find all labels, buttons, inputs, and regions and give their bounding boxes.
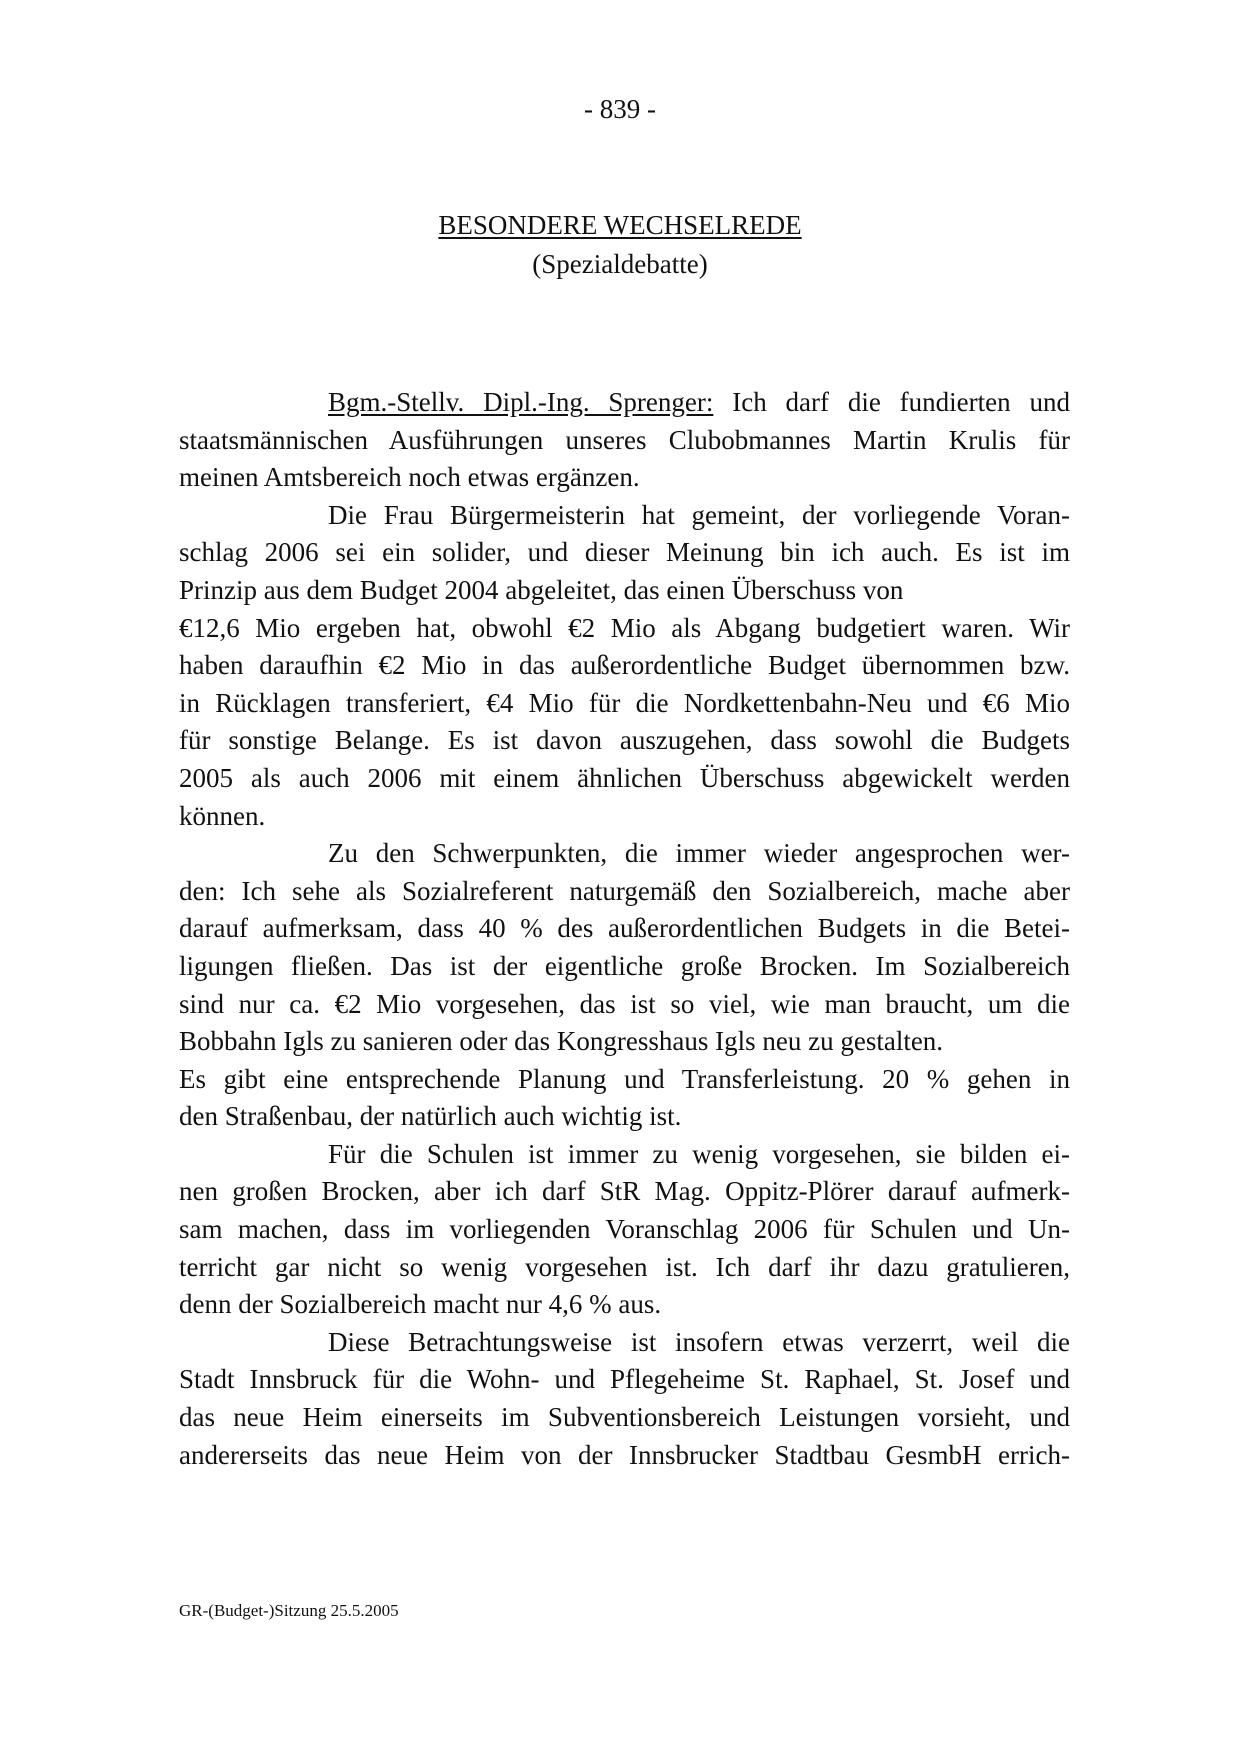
- speaker-name: Bgm.-Stellv. Dipl.-Ing. Sprenger:: [328, 387, 714, 417]
- text-line: Zu den Schwerpunkten, die immer wieder angesprochen wer-: [328, 838, 1070, 869]
- text-line: den: Ich sehe als Sozialreferent naturgemäß den Sozialbereich, mache aber: [179, 875, 1070, 906]
- text-line: Stadt Innsbruck für die Wohn- und Pflegeheime St. Raphael, St. Josef und: [179, 1364, 1070, 1395]
- text-line: Bobbahn Igls zu sanieren oder das Kongresshaus Igls neu zu gestalten.: [179, 1026, 944, 1057]
- section-title: BESONDERE WECHSELREDE: [438, 210, 802, 240]
- text-line-segment: Ich darf die fundierten und: [713, 387, 1070, 417]
- text-line: Es gibt eine entsprechende Planung und Transferleistung. 20 % gehen in: [179, 1063, 1070, 1094]
- text-line: Diese Betrachtungsweise ist insofern etwas verzerrt, weil die: [328, 1326, 1070, 1357]
- text-line: andererseits das neue Heim von der Innsbrucker Stadtbau GesmbH errich-: [179, 1439, 1070, 1470]
- text-line: Die Frau Bürgermeisterin hat gemeint, der vorliegende Voran-: [328, 499, 1070, 530]
- text-line: sam machen, dass im vorliegenden Voranschlag 2006 für Schulen und Un-: [179, 1214, 1070, 1245]
- text-line: meinen Amtsbereich noch etwas ergänzen.: [179, 462, 640, 493]
- text-line: €12,6 Mio ergeben hat, obwohl €2 Mio als Abgang budgetiert waren. Wir: [179, 612, 1070, 643]
- text-line: darauf aufmerksam, dass 40 % des außerordentlichen Budgets in die Betei-: [179, 913, 1070, 944]
- text-line: schlag 2006 sei ein solider, und dieser Meinung bin ich auch. Es ist im: [179, 537, 1070, 568]
- text-line: den Straßenbau, der natürlich auch wichtig ist.: [179, 1101, 682, 1132]
- text-line: ligungen fließen. Das ist der eigentliche große Brocken. Im Sozialbereich: [179, 950, 1070, 981]
- text-line: können.: [179, 800, 266, 831]
- text-line: haben daraufhin €2 Mio in das außerordentliche Budget übernommen bzw.: [179, 650, 1070, 681]
- text-line: terricht gar nicht so wenig vorgesehen ist. Ich darf ihr dazu gratulieren,: [179, 1251, 1070, 1282]
- text-line: Prinzip aus dem Budget 2004 abgeleitet, das einen Überschuss von: [179, 574, 904, 605]
- text-line: Für die Schulen ist immer zu wenig vorgesehen, sie bilden ei-: [328, 1138, 1070, 1169]
- page-number: - 839 -: [584, 94, 656, 124]
- text-line: das neue Heim einerseits im Subventionsbereich Leistungen vorsieht, und: [179, 1402, 1070, 1433]
- text-line: sind nur ca. €2 Mio vorgesehen, das ist so viel, wie man braucht, um die: [179, 988, 1070, 1019]
- heading-block: [0, 207, 1240, 282]
- text-line: in Rücklagen transferiert, €4 Mio für die Nordkettenbahn-Neu und €6 Mio: [179, 687, 1070, 718]
- text-line: nen großen Brocken, aber ich darf StR Mag. Oppitz-Plörer darauf aufmerk-: [179, 1176, 1070, 1207]
- speech-body: [179, 384, 1070, 1474]
- page-footer: GR-(Budget-)Sitzung 25.5.2005: [179, 1601, 399, 1620]
- text-line: für sonstige Belange. Es ist davon auszugehen, dass sowohl die Budgets: [179, 725, 1070, 756]
- text-line: denn der Sozialbereich macht nur 4,6 % aus.: [179, 1289, 662, 1320]
- text-line: staatsmännischen Ausführungen unseres Clubobmannes Martin Krulis für: [179, 424, 1070, 455]
- section-subtitle: (Spezialdebatte): [532, 249, 708, 279]
- text-line: 2005 als auch 2006 mit einem ähnlichen Überschuss abgewickelt werden: [179, 762, 1070, 793]
- text-line: [179, 384, 1070, 422]
